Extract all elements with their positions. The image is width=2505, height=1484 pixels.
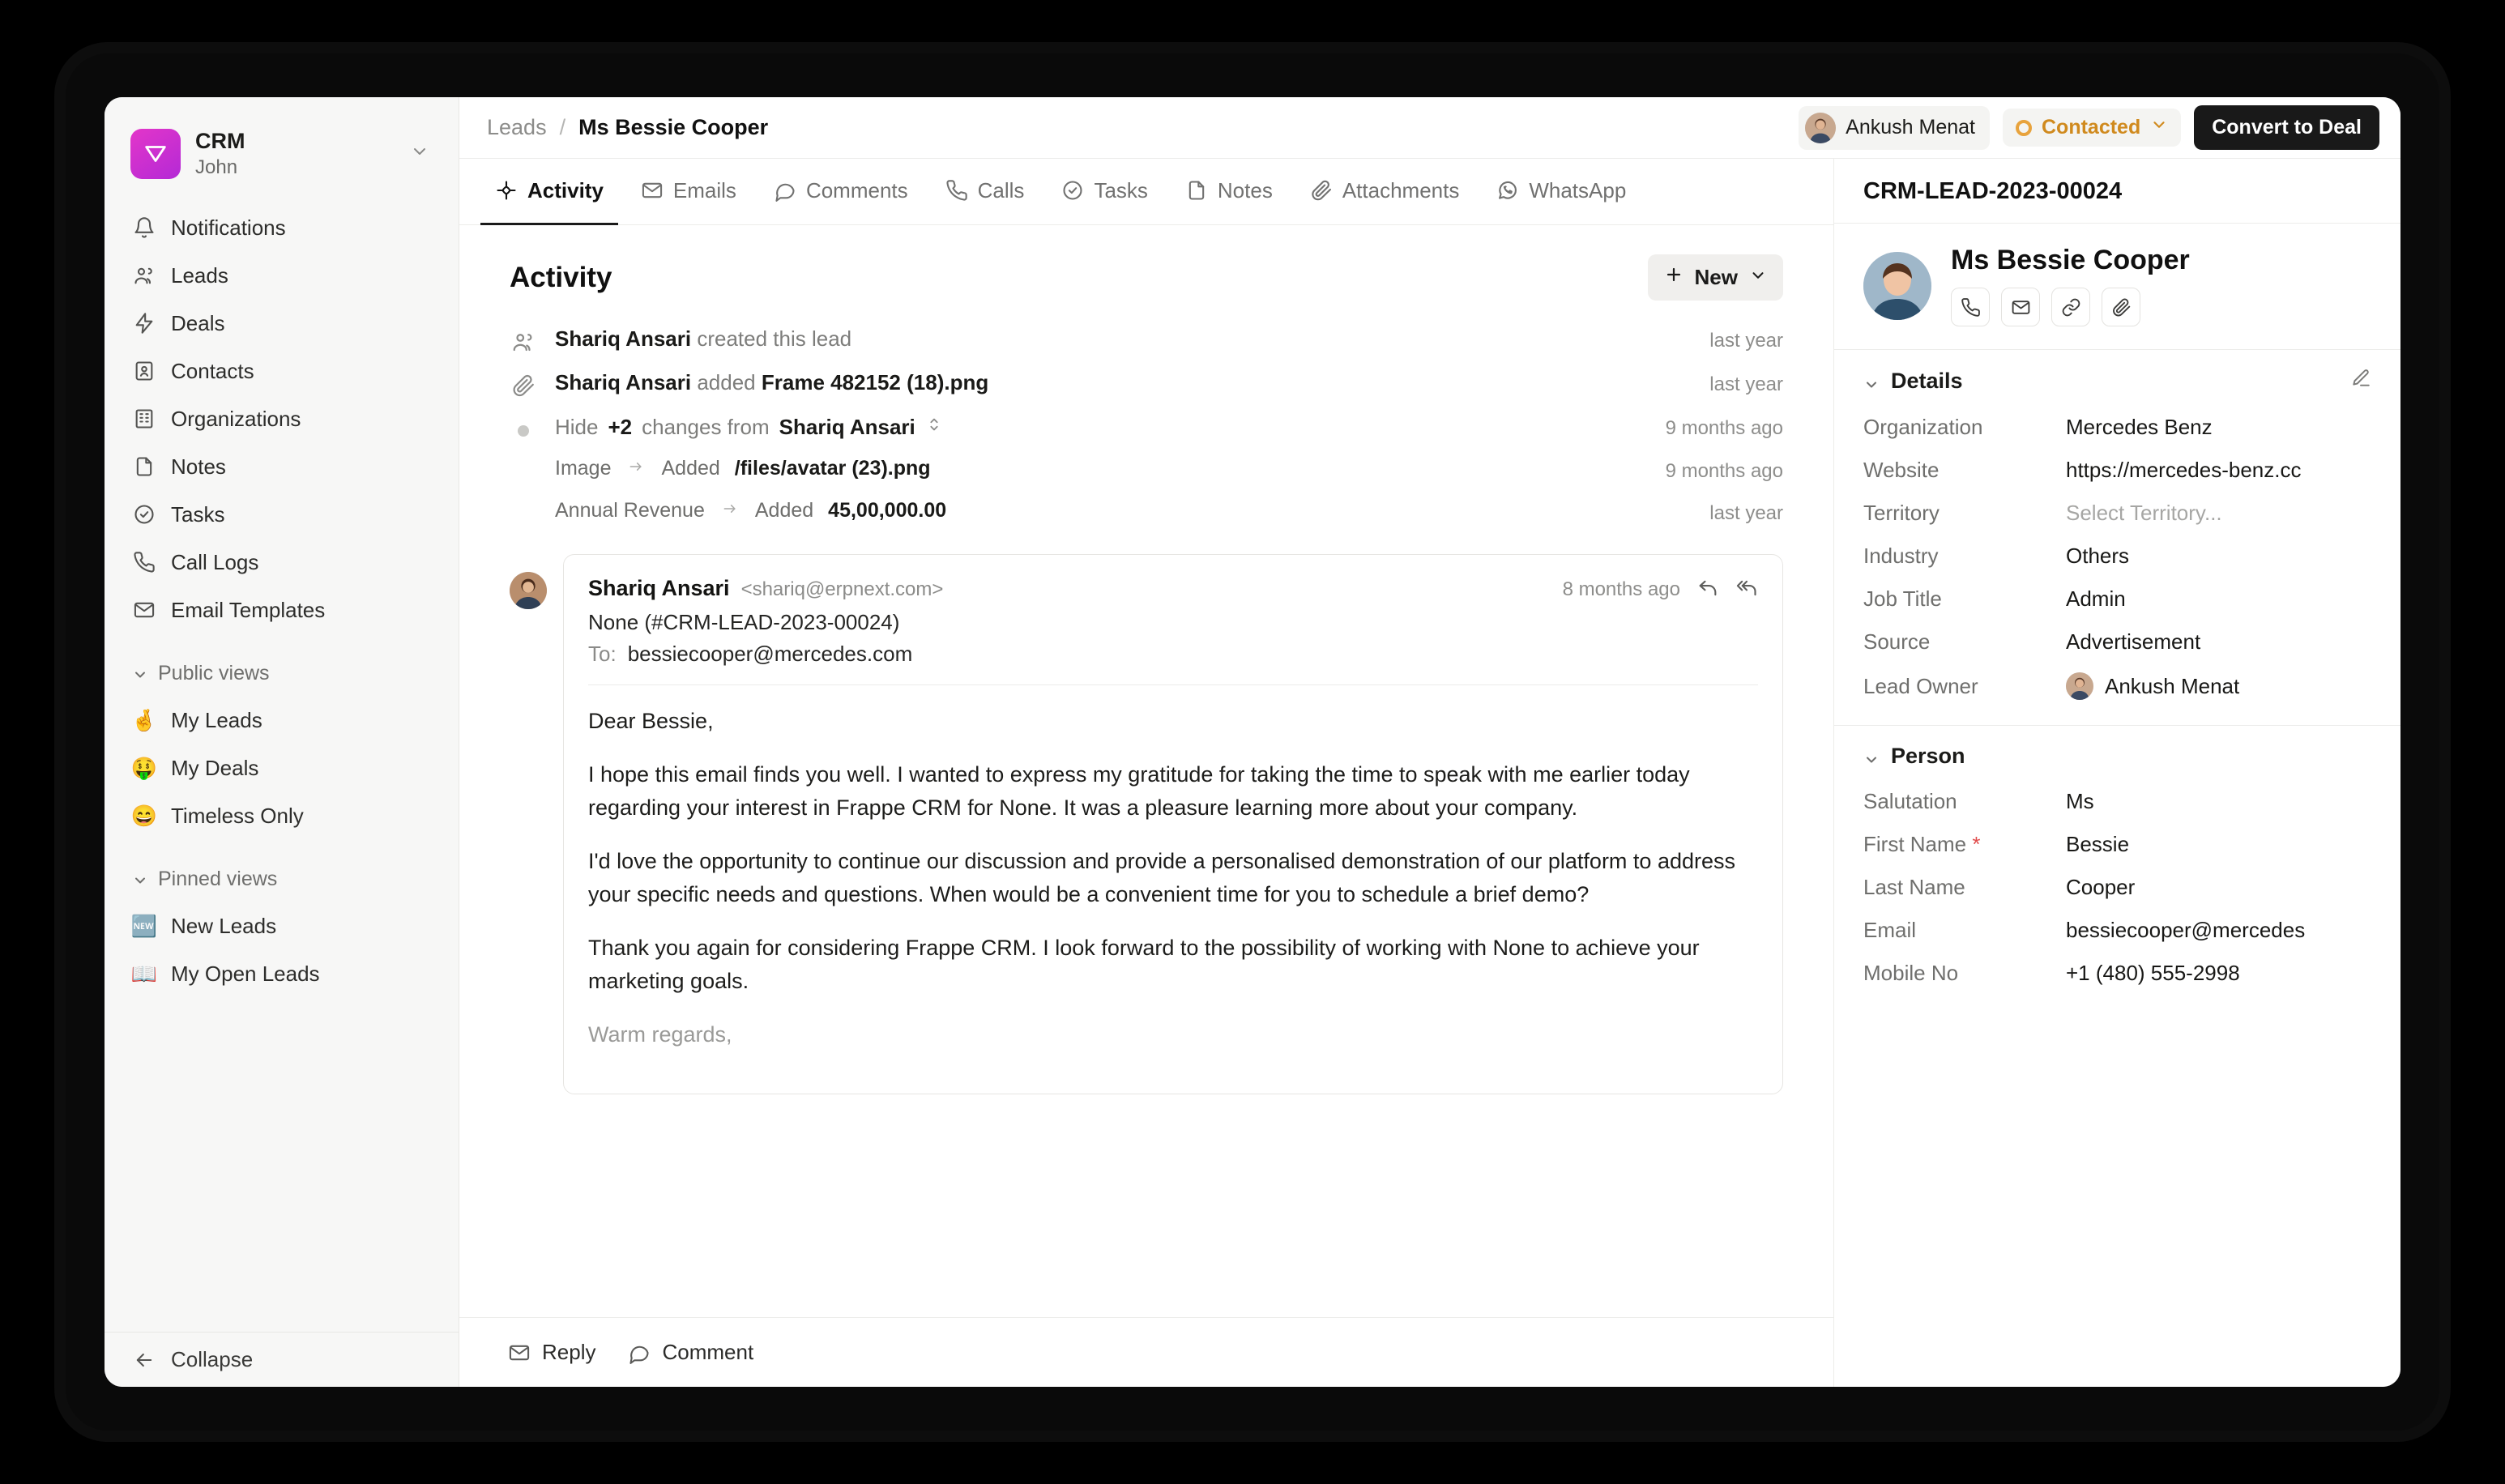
sidebar-item-my-deals[interactable] [121,746,442,791]
reply-button[interactable] [508,1340,595,1365]
lead-owner-chip[interactable] [1799,106,1990,150]
user-plus-icon [510,326,537,354]
field-value: +1 (480) 555-2998 [2066,961,2240,985]
reply-label: Reply [542,1340,596,1364]
sidebar-item-label: Deals [171,310,225,335]
tab-whatsapp[interactable] [1482,159,1641,225]
collapse-label: Collapse [171,1347,254,1371]
organizations-icon [132,407,156,431]
lead-owner-name: Ankush Menat [1846,116,1975,139]
activity-time: last year [1709,502,1783,524]
tab-notes[interactable] [1171,159,1287,225]
reply-icon[interactable] [1696,577,1719,603]
status-dot-icon [2016,120,2032,136]
change-count: +2 [608,415,633,439]
comment-button[interactable] [628,1340,753,1365]
topbar [459,97,2400,159]
tab-bar [459,159,1833,225]
sidebar-item-label: New Leads [171,913,277,938]
notes-icon [132,454,156,479]
email-to-address: bessiecooper@mercedes.com [627,641,913,666]
field-label: Organization [1863,415,1983,439]
app-screen [105,97,2400,1387]
field-label: Source [1863,629,1931,654]
details-panel [1833,159,2400,1387]
sidebar-item-contacts[interactable] [121,349,442,394]
tab-emails[interactable] [626,159,751,225]
edit-icon[interactable] [2350,368,2371,394]
field-label: Lead Owner [1863,673,1978,698]
changes-actor: Shariq Ansari [779,415,915,439]
bell-icon [132,215,156,240]
divider [588,684,1758,685]
chevron-down-icon[interactable] [410,142,433,166]
field-label: Salutation [1863,789,1957,813]
record-id: CRM-LEAD-2023-00024 [1863,178,2123,204]
activity-action: added [697,370,756,394]
chevron-down-icon [1863,373,1880,390]
sidebar-item-label: Contacts [171,358,254,383]
collapse-icon [132,1348,156,1372]
field-source[interactable] [1834,620,2400,663]
tab-activity[interactable] [480,159,618,225]
sidebar-item-email-templates[interactable] [121,588,442,633]
tab-label: Tasks [1094,177,1148,203]
content-split [459,159,2400,1387]
breadcrumb-current: Ms Bessie Cooper [578,115,769,139]
activity-action: created this lead [697,326,852,351]
field-website[interactable] [1834,449,2400,492]
tab-label: Notes [1217,177,1273,203]
avatar[interactable] [1863,252,1931,320]
field-label: Email [1863,918,1917,942]
sidebar-item-notes[interactable] [121,445,442,489]
link-icon[interactable] [2051,288,2090,326]
tab-tasks[interactable] [1047,159,1162,225]
center-column [459,159,1833,1387]
field-value: Admin [2066,586,2126,611]
required-marker: * [1966,832,1981,856]
person-section-header[interactable] [1834,726,2400,780]
sidebar-item-new-leads[interactable] [121,904,442,949]
chevron-down-icon [1863,748,1880,765]
sidebar-item-label: Leads [171,262,228,288]
new-label: New [1694,265,1738,289]
avatar [1805,113,1836,143]
field-value: Bessie [2066,832,2130,856]
sidebar-item-label: Notes [171,454,226,479]
mail-icon[interactable] [2001,288,2040,326]
person-name: Ms Bessie Cooper [1951,245,2190,275]
main-area [459,97,2400,1387]
field-territory[interactable] [1834,492,2400,535]
tasks-icon [132,502,156,527]
smile-emoji-icon: 😄 [130,803,158,828]
sort-toggle-icon[interactable] [925,414,943,441]
tab-label: Calls [977,177,1025,203]
details-section-header[interactable] [1834,350,2400,406]
activity-feed [459,225,1833,1317]
sidebar-item-notifications[interactable] [121,206,442,250]
status-label: Contacted [2042,116,2141,139]
person-header [1834,224,2400,350]
field-label: Mobile No [1863,961,1959,985]
reply-all-icon[interactable] [1735,577,1758,603]
sidebar-item-call-logs[interactable] [121,540,442,585]
leads-icon [132,263,156,288]
chevron-down-icon [132,871,148,887]
activity-time: 9 months ago [1665,417,1783,439]
composer-bar [459,1317,1833,1387]
activity-actor: Shariq Ansari [555,370,692,394]
field-last-name[interactable] [1834,866,2400,909]
comment-label: Comment [662,1340,754,1364]
field-job-title[interactable] [1834,578,2400,620]
sidebar-item-label: My Leads [171,707,262,732]
sidebar-item-deals[interactable] [121,301,442,346]
paperclip-icon[interactable] [2102,288,2140,326]
field-salutation[interactable] [1834,780,2400,823]
field-value: bessiecooper@mercedes [2066,918,2306,942]
avatar [2066,672,2093,700]
activity-item [489,318,1804,362]
field-value: Ms [2066,789,2094,813]
field-value: Others [2066,544,2130,568]
person-title: Person [1891,744,1965,768]
change-action: Added [754,499,814,522]
field-label: Industry [1863,544,1939,568]
email-sender: Shariq Ansari [588,576,730,600]
change-field: Annual Revenue [555,499,705,522]
tab-calls[interactable] [931,159,1039,225]
sidebar-item-organizations[interactable] [121,397,442,441]
tab-attachments[interactable] [1295,159,1474,225]
field-first-name[interactable] [1834,823,2400,866]
dot-icon [510,414,537,437]
tab-comments[interactable] [759,159,923,225]
change-action: Added [661,457,720,480]
activity-changes-toggle[interactable] [489,406,1804,449]
email-paragraph: Dear Bessie, [588,708,714,733]
status-badge[interactable] [2003,109,2181,147]
activity-target: Frame 482152 (18).png [761,370,989,394]
field-label: Job Title [1863,586,1942,611]
tab-label: Activity [527,177,604,203]
sidebar-item-label: Notifications [171,215,286,240]
spacer-icon [510,457,537,460]
activity-time: last year [1709,330,1783,352]
record-id-header [1834,159,2400,224]
activity-time: 9 months ago [1665,460,1783,482]
plus-icon [1664,265,1684,290]
field-value: Advertisement [2066,629,2201,654]
sidebar-item-label: My Open Leads [171,961,320,986]
field-value: Mercedes Benz [2066,415,2213,439]
change-value: 45,00,000.00 [828,499,947,522]
activity-change-row [489,491,1804,533]
sidebar-item-tasks[interactable] [121,493,442,537]
convert-to-deal-button[interactable]: Convert to Deal [2194,105,2379,150]
field-value: Select Territory... [2066,501,2222,525]
sidebar-item-leads[interactable] [121,254,442,298]
sidebar-item-label: Call Logs [171,549,259,574]
field-value: https://mercedes-benz.cc [2066,458,2302,482]
device-frame [66,53,2439,1431]
tab-label: Attachments [1342,177,1460,203]
field-value: Cooper [2066,875,2136,899]
email-activity [489,554,1804,1094]
book-emoji-icon: 📖 [130,961,158,986]
brand-user: John [195,156,238,178]
phone-icon [132,550,156,574]
brand-switcher[interactable] [121,118,442,190]
activity-header [489,225,1804,318]
new-emoji-icon: 🆕 [130,913,158,938]
field-mobile-no[interactable] [1834,952,2400,995]
email-subject: None (#CRM-LEAD-2023-00024) [588,609,900,634]
arrow-right-icon [719,499,740,522]
email-paragraph: I hope this email finds you well. I wanted to express my gratitude for taking the time to speak with me earlier today regarding your interest in Frappe CRM for None. It was a pleasure learning more about your company. [588,762,1690,820]
field-value: Ankush Menat [2105,673,2240,698]
email-paragraph: Warm regards, [588,1022,732,1047]
hand-emoji-icon: 🤞 [130,707,158,732]
paperclip-icon [510,370,537,398]
sidebar-item-my-open-leads[interactable] [121,952,442,996]
field-label: Website [1863,458,1940,482]
field-label: Territory [1863,501,1940,525]
field-industry[interactable] [1834,535,2400,578]
chevron-down-icon [132,665,148,681]
mail-icon [132,598,156,622]
deals-icon [132,311,156,335]
changes-from-label: changes from [642,415,770,439]
breadcrumb-separator: / [559,115,566,139]
new-activity-button[interactable] [1648,254,1783,301]
field-label: First Name [1863,832,1967,856]
page-title: Activity [510,261,612,293]
activity-actor: Shariq Ansari [555,326,692,351]
spacer-icon [510,499,537,502]
email-time: 8 months ago [1562,578,1680,600]
sidebar-item-label: Email Templates [171,597,326,622]
sidebar-item-label: My Deals [171,755,259,780]
sidebar-item-label: Tasks [171,501,225,527]
field-email[interactable] [1834,909,2400,952]
sidebar-item-label: Organizations [171,406,301,431]
email-to-label: To: [588,641,617,666]
section-public-views[interactable] [121,655,442,692]
arrow-right-icon [625,457,647,480]
phone-icon[interactable] [1951,288,1990,326]
section-pinned-views[interactable] [121,861,442,898]
field-organization[interactable] [1834,406,2400,449]
sidebar [105,97,459,1387]
email-card [563,554,1783,1094]
email-paragraph: Thank you again for considering Frappe CRM. I look forward to the possibility of working with None to achieve your marketing goals. [588,936,1700,993]
field-lead-owner[interactable] [1834,663,2400,709]
chevron-down-icon [1749,265,1767,290]
activity-time: last year [1709,373,1783,395]
field-label: Last Name [1863,875,1965,899]
activity-change-row [489,449,1804,491]
sidebar-item-timeless-only[interactable] [121,794,442,838]
details-title: Details [1891,369,1963,393]
email-paragraph: I'd love the opportunity to continue our discussion and provide a personalised demonstration of our platform to address your specific needs and questions. When would be a convenient time for you to schedule a brief demo? [588,849,1735,906]
tab-label: Emails [672,177,736,203]
section-label: Pinned views [158,867,278,890]
activity-item [489,362,1804,406]
email-sender-address: <shariq@erpnext.com> [740,578,944,600]
sidebar-spacer [105,998,459,1332]
brand-name: CRM [195,129,245,153]
tab-label: WhatsApp [1529,177,1627,203]
contacts-icon [132,359,156,383]
topbar-actions [1799,105,2379,150]
hide-label: Hide [555,415,599,439]
avatar [510,572,547,609]
change-value: /files/avatar (23).png [734,457,931,480]
breadcrumb-leads[interactable]: Leads [487,115,547,139]
chevron-down-icon [2150,116,2168,139]
collapse-sidebar-button[interactable] [105,1332,459,1387]
crm-logo-icon [130,129,181,179]
section-label: Public views [158,661,270,684]
sidebar-item-label: Timeless Only [171,803,304,828]
change-field: Image [555,457,612,480]
sidebar-item-my-leads[interactable] [121,698,442,743]
money-face-emoji-icon: 🤑 [130,755,158,780]
tab-label: Comments [805,177,908,203]
